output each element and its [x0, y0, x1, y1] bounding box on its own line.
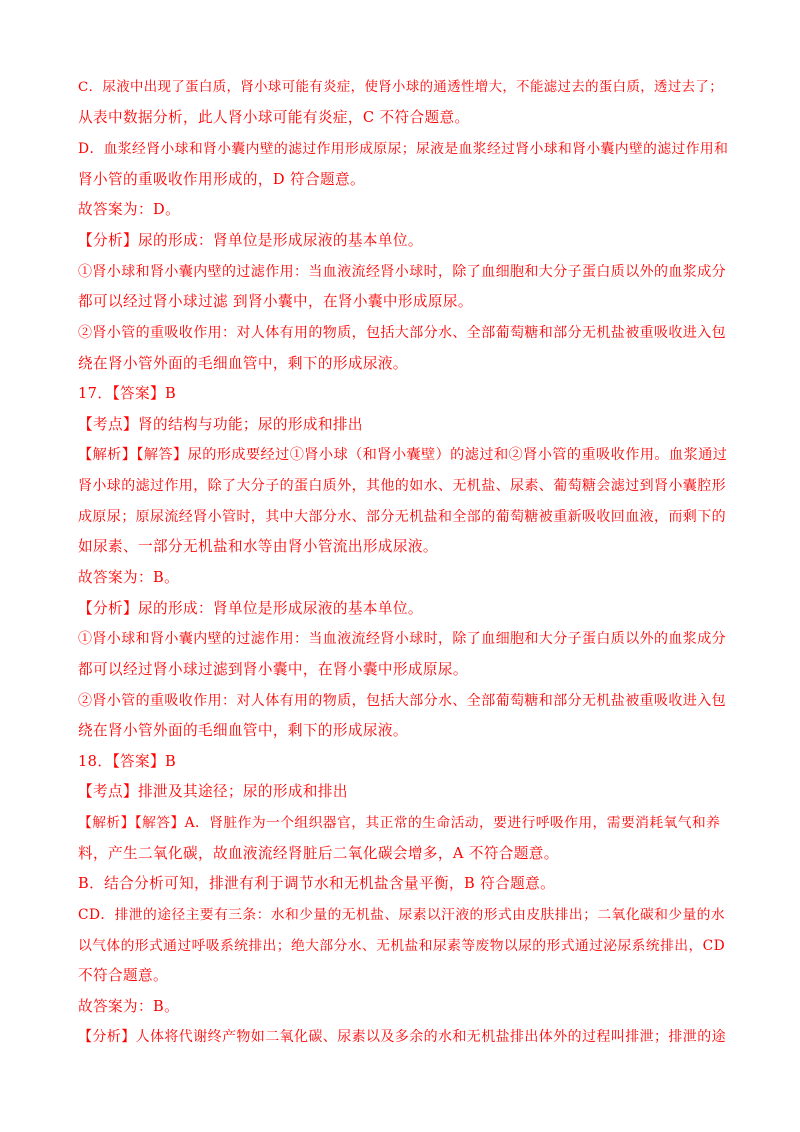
text-line: 都可以经过肾小球过滤 到肾小囊中，在肾小囊中形成原尿。 [78, 293, 473, 310]
text-line: ①肾小球和肾小囊内壁的过滤作用：当血液流经肾小球时，除了血细胞和大分子蛋白质以外的血浆成分 [78, 631, 726, 647]
text-line: 料，产生二氧化碳，故血液流经肾脏后二氧化碳会增多，A 不符合题意。 [78, 845, 559, 862]
text-line: B．结合分析可知，排泄有利于调节水和无机盐含量平衡，B 符合题意。 [78, 875, 556, 892]
text-line: D．血浆经肾小球和肾小囊内壁的滤过作用形成原尿；尿液是血浆经过肾小球和肾小囊内壁的滤过作用和 [78, 141, 729, 157]
text-line: ②肾小管的重吸收作用：对人体有用的物质，包括大部分水、全部葡萄糖和部分无机盐被重吸收进入包 [78, 325, 726, 341]
text-line: 故答案为：B。 [78, 998, 180, 1015]
text-line: ②肾小管的重吸收作用：对人体有用的物质，包括大部分水、全部葡萄糖和部分无机盐被重吸收进入包 [78, 693, 726, 709]
text-line: 从表中数据分析，此人肾小球可能有炎症，C 不符合题意。 [78, 109, 470, 126]
text-line: 18．【答案】B [78, 753, 177, 770]
text-line: 不符合题意。 [78, 967, 168, 984]
text-line: 【解析】【解答】A．肾脏作为一个组织器官，其正常的生命活动，要进行呼吸作用，需要消耗氧气和养 [78, 815, 721, 831]
text-line: 17．【答案】B [78, 385, 177, 402]
text-line: 故答案为：B。 [78, 569, 180, 586]
text-line: 以气体的形式通过呼吸系统排出；绝大部分水、无机盐和尿素等废物以尿的形式通过泌尿系统排出，CD [78, 938, 726, 954]
text-line: 【解析】【解答】尿的形成要经过①肾小球（和肾小囊壁）的滤过和②肾小管的重吸收作用。血浆通过 [78, 447, 728, 463]
text-line: 故答案为：D。 [78, 201, 181, 218]
text-line: 【考点】排泄及其途径；尿的形成和排出 [78, 783, 348, 800]
text-line: 【分析】人体将代谢终产物如二氧化碳、尿素以及多余的水和无机盐排出体外的过程叫排泄；排泄的途 [78, 1029, 726, 1045]
text-line: 如尿素、一部分无机盐和水等由肾小管流出形成尿液。 [78, 538, 438, 555]
text-line: 成原尿；原尿流经肾小管时，其中大部分水、部分无机盐和全部的葡萄糖被重新吸收回血液，而剩下的 [78, 509, 726, 525]
text-line: C．尿液中出现了蛋白质，肾小球可能有炎症，使肾小球的通透性增大，不能滤过去的蛋白质，透过去了； [78, 80, 724, 95]
text-line: 【分析】尿的形成：肾单位是形成尿液的基本单位。 [78, 232, 423, 249]
text-line: 都可以经过肾小球过滤到肾小囊中，在肾小囊中形成原尿。 [78, 661, 468, 678]
text-line: 【分析】尿的形成：肾单位是形成尿液的基本单位。 [78, 600, 423, 617]
text-line: 肾小管的重吸收作用形成的，D 符合题意。 [78, 171, 366, 188]
text-line: CD．排泄的途径主要有三条：水和少量的无机盐、尿素以汗液的形式由皮肤排出；二氧化碳和少量的水 [78, 907, 726, 923]
text-line: ①肾小球和肾小囊内壁的过滤作用：当血液流经肾小球时，除了血细胞和大分子蛋白质以外的血浆成分 [78, 264, 726, 280]
text-line: 绕在肾小管外面的毛细血管中，剩下的形成尿液。 [78, 355, 408, 372]
text-line: 肾小球的滤过作用，除了大分子的蛋白质外，其他的如水、无机盐、尿素、葡萄糖会滤过到肾小囊腔形 [78, 478, 726, 494]
text-line: 绕在肾小管外面的毛细血管中，剩下的形成尿液。 [78, 722, 408, 739]
text-line: 【考点】肾的结构与功能；尿的形成和排出 [78, 416, 363, 433]
